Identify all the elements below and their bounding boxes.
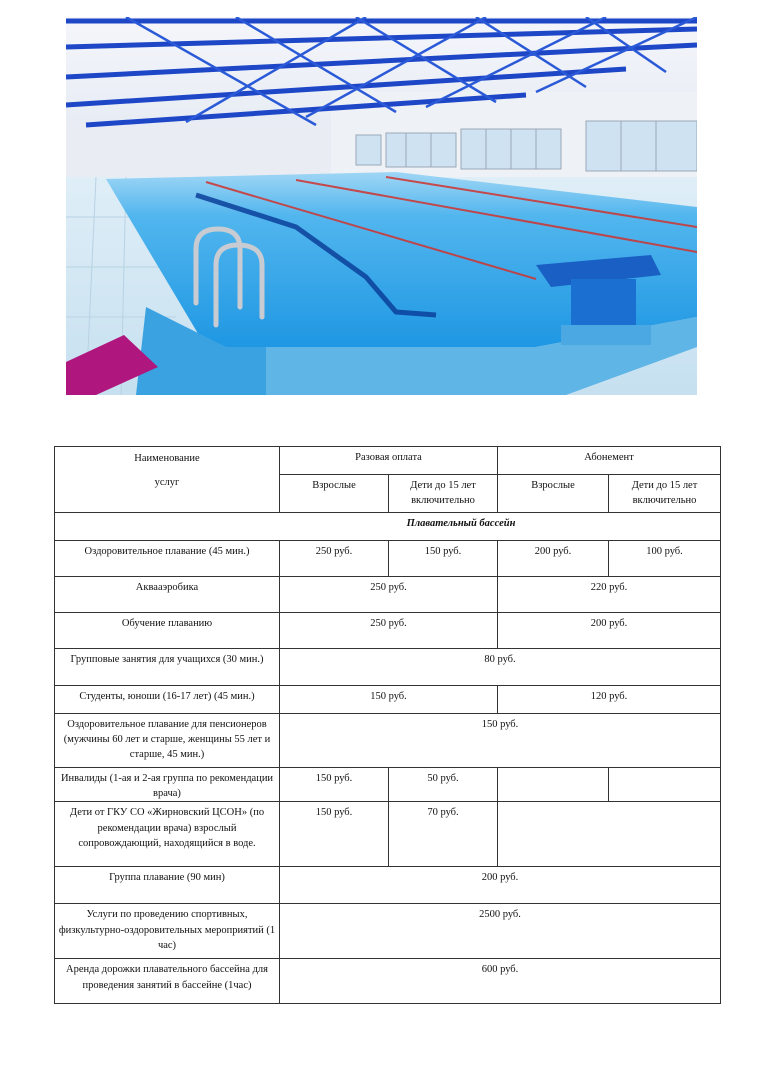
price-cell: 2500 руб. [280,904,721,959]
service-name: Аквааэробика [55,577,280,613]
service-name: Обучение плаванию [55,613,280,649]
price-cell: 150 руб. [280,768,389,802]
table-row [55,904,721,959]
price-cell [498,768,609,802]
price-cell [498,802,721,867]
price-cell: 200 руб. [280,867,721,904]
price-table [54,446,721,1004]
service-name: Дети от ГКУ СО «Жирновский ЦСОН» (по рекомендации врача) взрослый сопровождающий, находящийся в воде. [55,802,280,867]
service-name: Инвалиды (1-ая и 2-ая группа по рекомендации врача) [55,768,280,802]
header-single-adults: Взрослые [280,475,389,513]
service-name: Аренда дорожки плавательного бассейна для проведения занятий в бассейне (1час) [55,959,280,1004]
price-cell: 80 руб. [280,649,721,686]
table-row [55,649,721,686]
service-name: Оздоровительное плавание для пенсионеров (мужчины 60 лет и старше, женщины 55 лет и старше, 45 мин.) [55,714,280,768]
price-cell: 200 руб. [498,613,721,649]
header-sub-children: Дети до 15 лет включительно [609,475,721,513]
service-name: Группа плавание (90 мин) [55,867,280,904]
price-cell: 100 руб. [609,541,721,577]
table-row [55,541,721,577]
header-single-payment: Разовая оплата [280,447,498,475]
price-cell: 150 руб. [280,714,721,768]
header-sub-adults: Взрослые [498,475,609,513]
header-subscription: Абонемент [498,447,721,475]
service-name: Групповые занятия для учащихся (30 мин.) [55,649,280,686]
price-cell: 220 руб. [498,577,721,613]
service-name: Студенты, юноши (16-17 лет) (45 мин.) [55,686,280,714]
price-cell: 50 руб. [389,768,498,802]
pool-photo [66,17,697,395]
price-cell: 150 руб. [280,802,389,867]
table-row [55,959,721,1004]
table-row [55,802,721,867]
table-row [55,577,721,613]
price-cell: 150 руб. [280,686,498,714]
price-cell: 120 руб. [498,686,721,714]
section-title: Плавательный бассейн [55,513,721,541]
table-row [55,867,721,904]
table-row [55,686,721,714]
table-row [55,768,721,802]
header-single-children: Дети до 15 лет включительно [389,475,498,513]
table-row [55,613,721,649]
service-name: Услуги по проведению спортивных, физкультурно-оздоровительных мероприятий (1 час) [55,904,280,959]
service-name: Оздоровительное плавание (45 мин.) [55,541,280,577]
header-service-name: Наименование услуг [55,447,280,513]
price-cell: 70 руб. [389,802,498,867]
price-cell: 250 руб. [280,541,389,577]
price-cell: 150 руб. [389,541,498,577]
price-cell: 600 руб. [280,959,721,1004]
price-cell: 200 руб. [498,541,609,577]
price-cell: 250 руб. [280,577,498,613]
price-cell [609,768,721,802]
table-row [55,714,721,768]
price-cell: 250 руб. [280,613,498,649]
